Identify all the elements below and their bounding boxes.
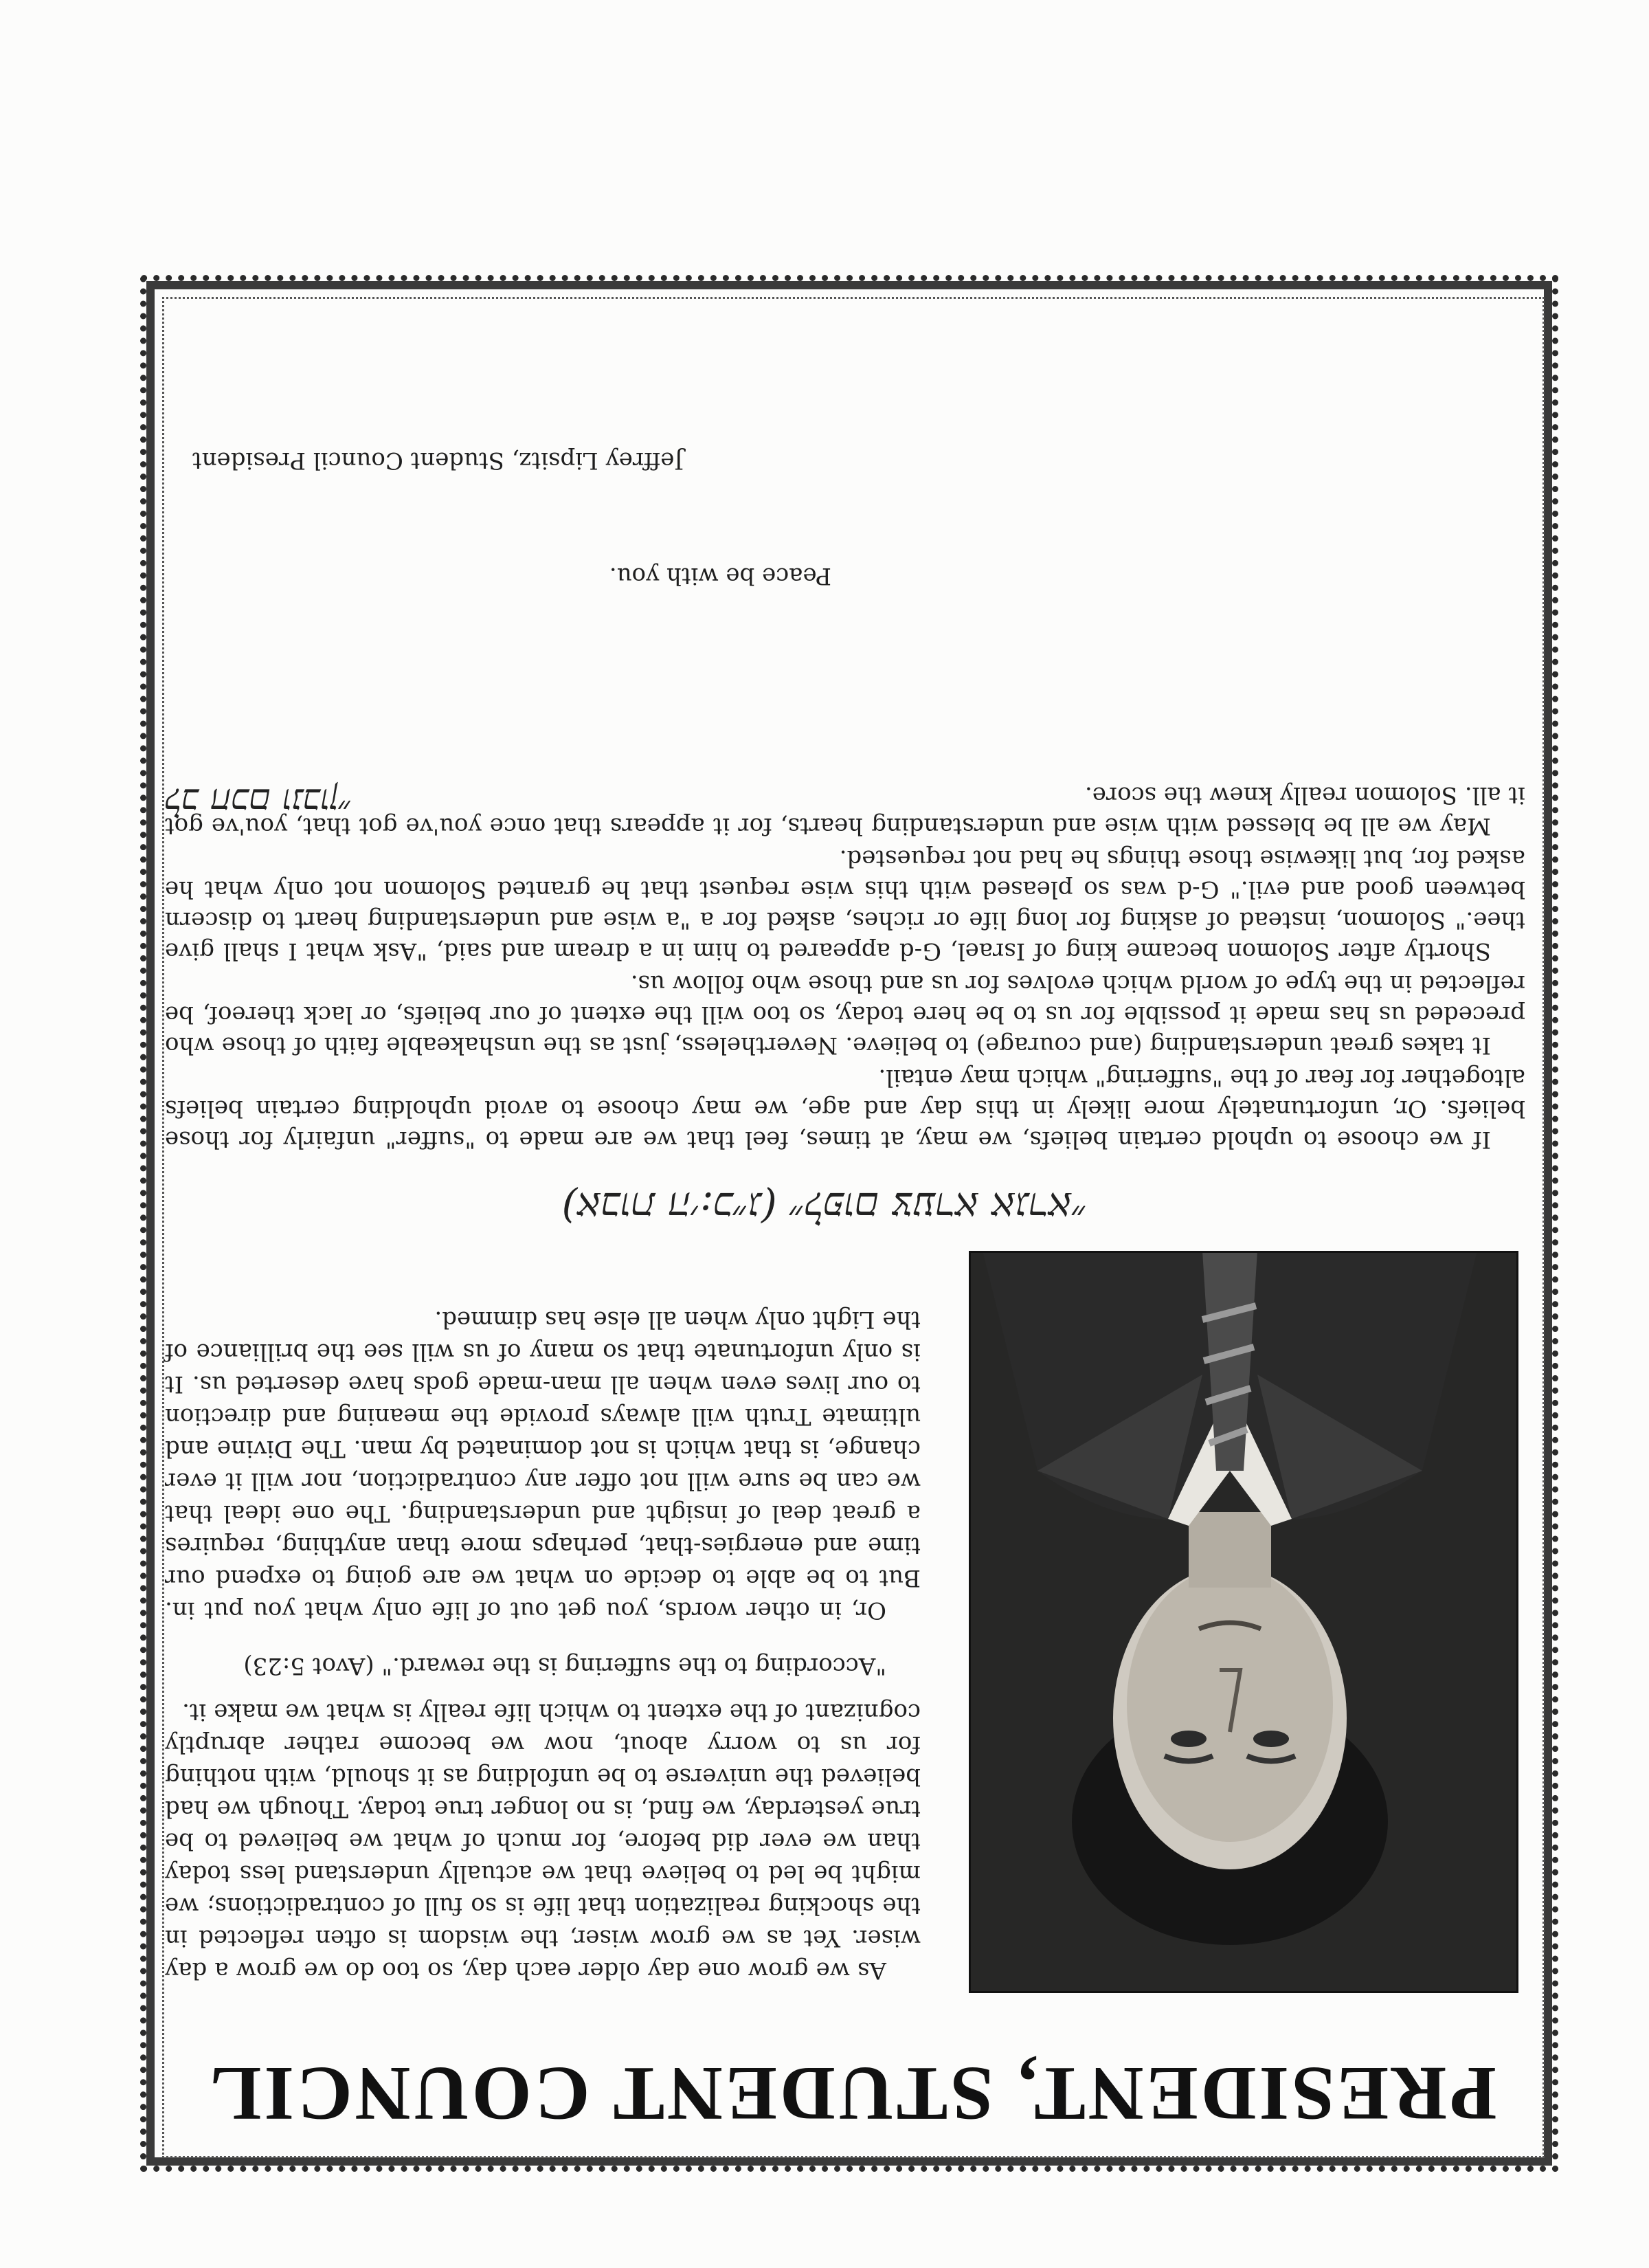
citation: "According to the suffering is the reward." (Avot 5:23): [243, 1652, 886, 1680]
handwritten-hebrew-quote: (אבות ה׳:כ״ג) ״לפום צערא אגרא״: [561, 1183, 1088, 1230]
body-paragraph-4: May we all be blessed with wise and understanding hearts, for it appears that once you've got that, you've got it all. Solomon really knew the score.: [165, 781, 1525, 840]
body-paragraph-1: If we choose to uphold certain beliefs, we may, at times, feel that we are made to "suffer" unfairly for those beliefs. Or, unfortunately more likely in this day and age, we may choose to avoid upholding certain beliefs altogether for fear of the "suffering" which may entail.: [165, 1064, 1525, 1153]
intro-paragraph-1: As we grow one day older each day, so too do we grow a day wiser. Yet as we grow wiser, the wisdom is often reflected in the shocking realization that life is so full of contradictions; we might be led to believe that we actually understand less today than we ever did before, for much of what we believed to be true yesterday, we find, is no longer true today. Though we had believed the universe to be unfolding as it should, with nothing for us to worry about, now we become rather abruptly cognizant of the extent to which life really is what we make it.: [165, 1698, 921, 1984]
portrait-photo: [969, 1251, 1518, 1993]
handwritten-hebrew-note: לב חכם ונבון״: [165, 780, 352, 821]
body-paragraph-3: Shortly after Solomon became king of Israel, G-d appeared to him in a dream and said, "Ask what I shall give thee." Solomon, instead of asking for long life or riches, asked for a "a wise and understanding heart to discern between good and evil." G-d was so pleased with this wise request that he granted Solomon not only what he asked for, but likewise those things he had not requested.: [165, 845, 1525, 965]
body-text: [165, 778, 1525, 1155]
signature-line: Jeffrey Lipsitz, Student Council President: [192, 447, 684, 474]
page-title: PRESIDENT, STUDENT COUNCIL: [207, 2051, 1497, 2136]
closing-line: Peace be with you.: [609, 562, 831, 590]
intro-paragraph-2: Or, in other words, you get out of life only what you put in. But to be able to decide on what we are going to expend our time and energies-that, perhaps more than anything, requires a great deal of insight and understanding. The one ideal that we can be sure will not offer any contradiction, nor will it ever change, is that which is not dominated by man. The Divine and ultimate Truth will always provide the meaning and direction to our lives even when all man-made gods have deserted us. It is only unfortunate that so many of us will see the brilliance of the Light only when all else has dimmed.: [165, 1306, 921, 1624]
body-paragraph-2: It takes great understanding (and courage) to believe. Nevertheless, just as the unshakeable faith of those who preceded us has made it possible for us to be here today, so too will the extent of our beliefs, or lack thereof, be reflected in the type of world which evolves for us and those who follow us.: [165, 970, 1525, 1059]
intro-column: [165, 1289, 921, 1986]
